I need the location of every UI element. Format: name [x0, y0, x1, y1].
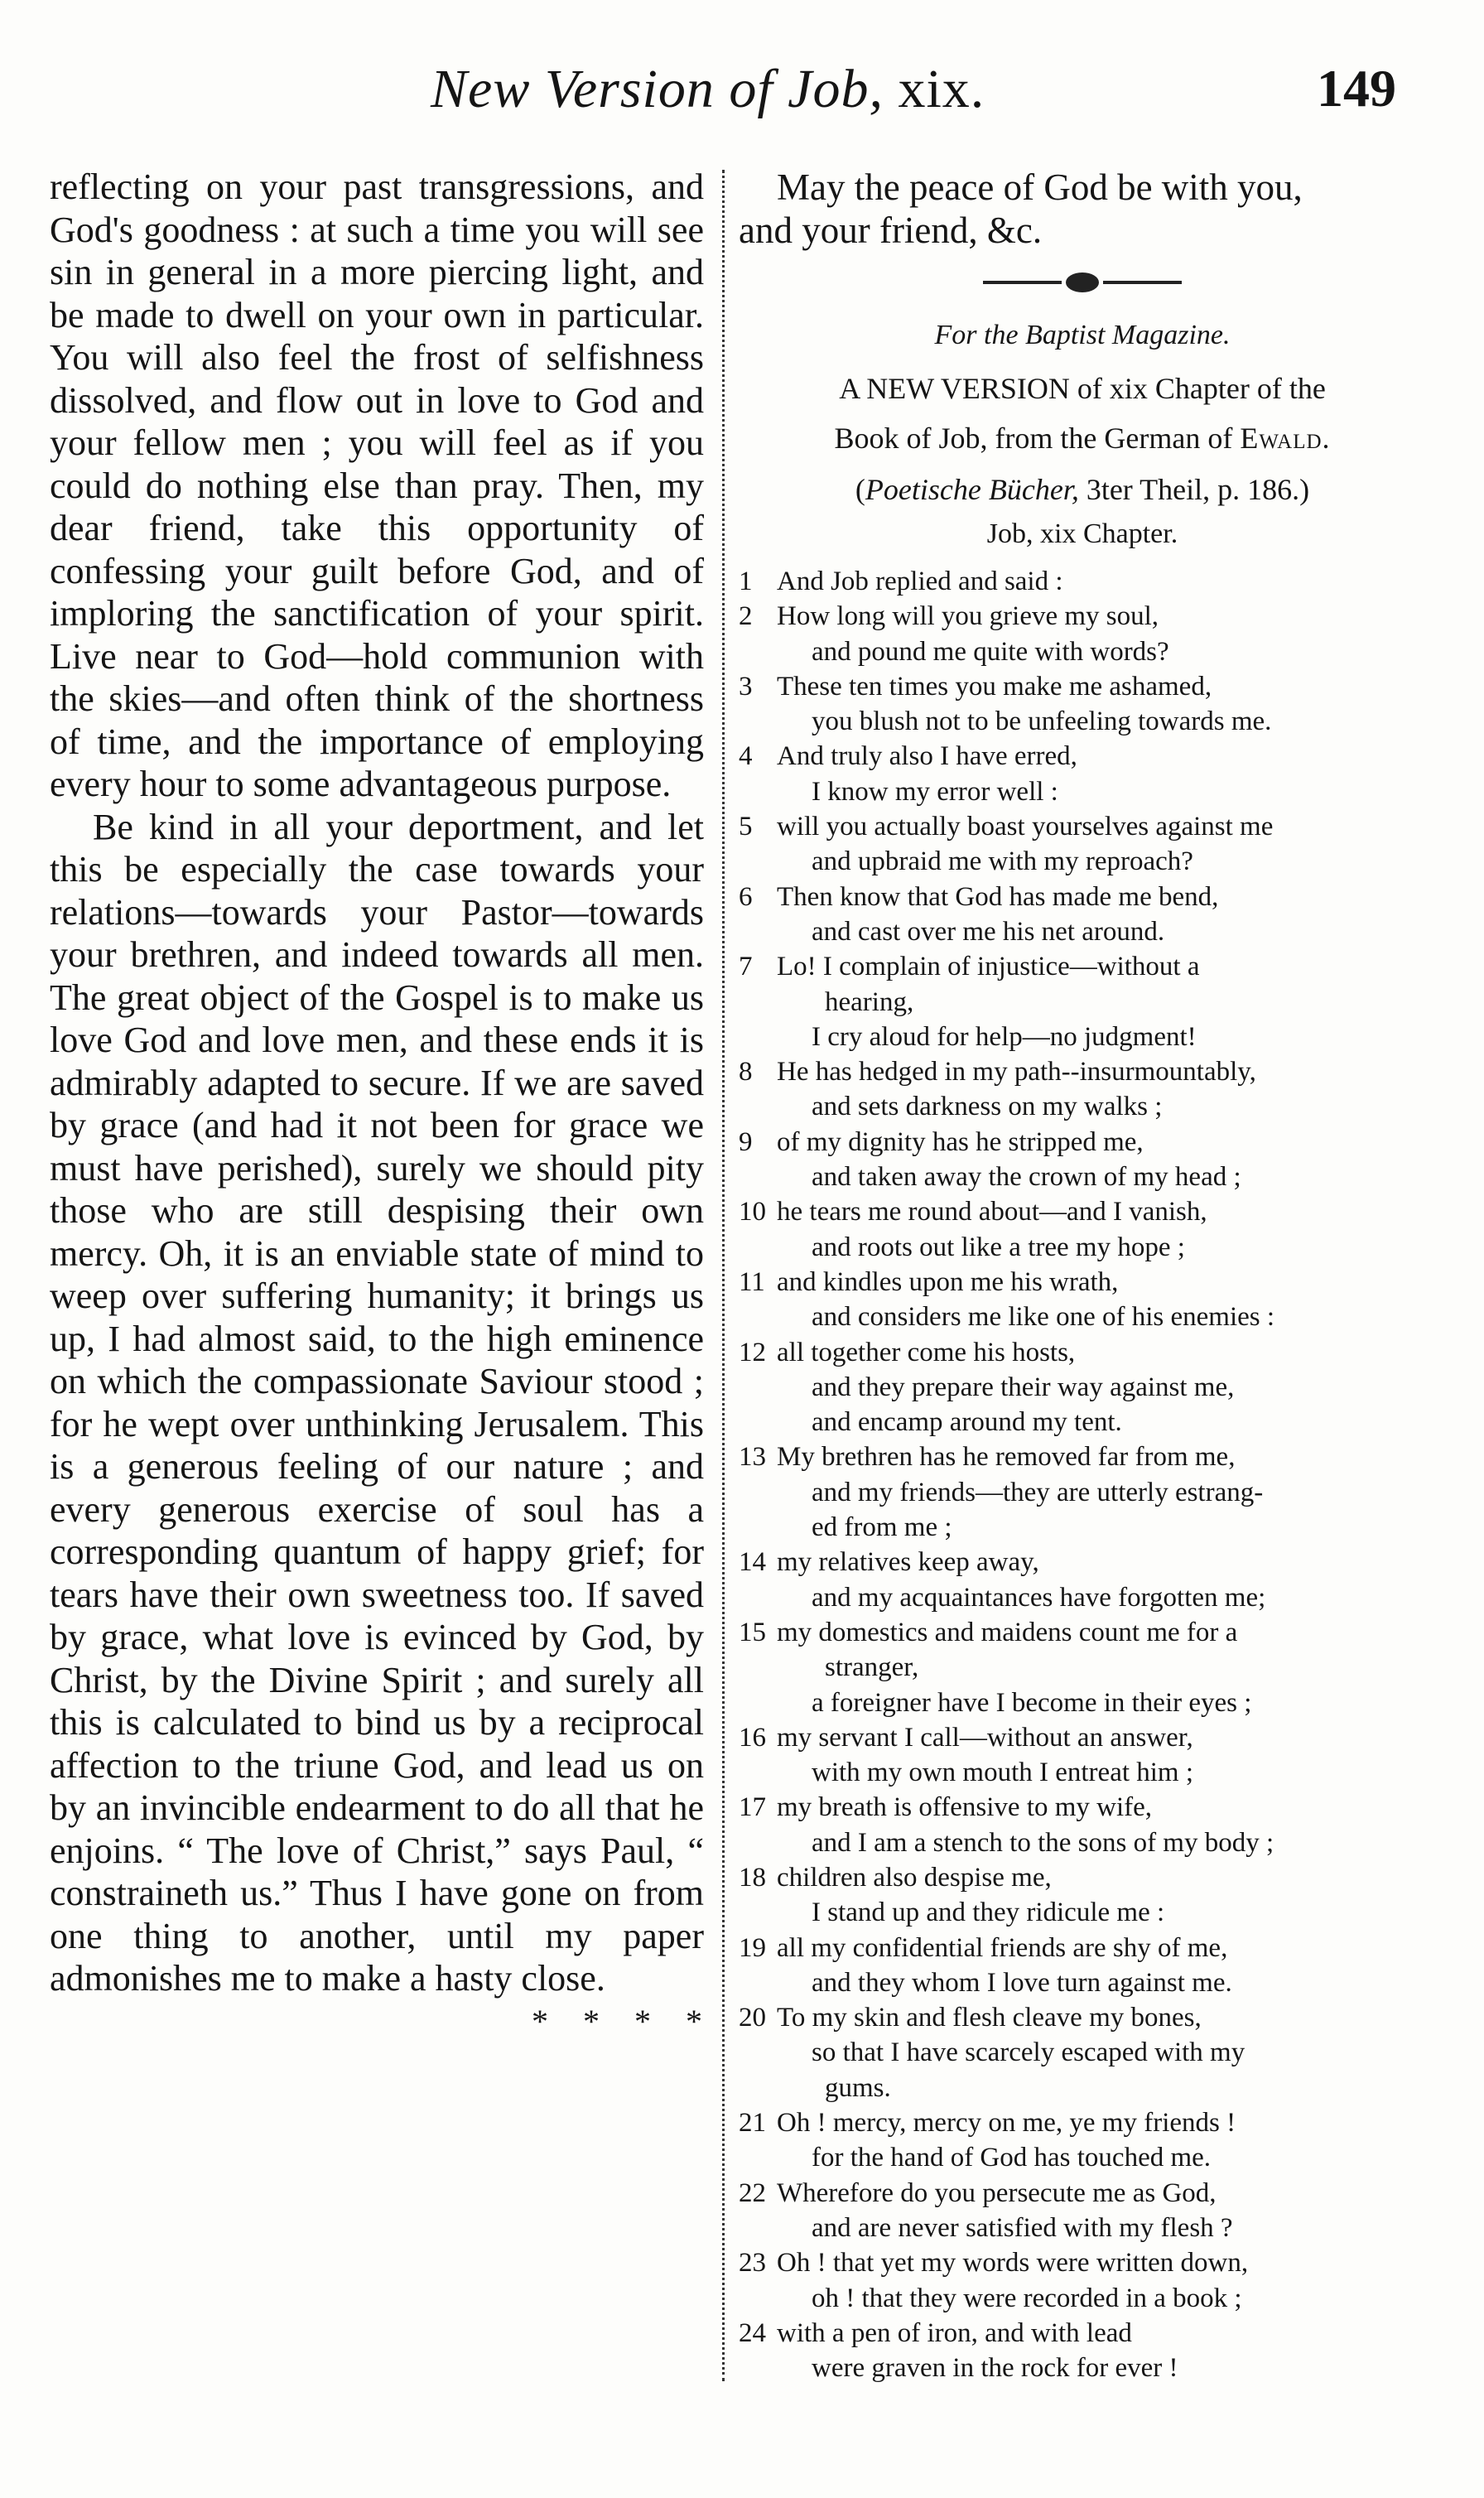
- verse-line: Oh ! mercy, mercy on me, ye my friends !: [777, 2108, 1236, 2139]
- letter-paragraph-2: [50, 806, 716, 2040]
- verse-line: How long will you grieve my soul,: [777, 601, 1159, 632]
- verse-number: 7: [739, 952, 753, 982]
- verse-number: 22: [739, 2177, 766, 2208]
- verse-line: were graven in the rock for ever !: [812, 2353, 1178, 2384]
- verse-2: [739, 599, 1426, 669]
- verse-line: To my skin and flesh cleave my bones,: [777, 2003, 1202, 2033]
- verse-18: [739, 1860, 1426, 1931]
- verse-line: with my own mouth I entreat him ;: [812, 1758, 1194, 1788]
- verse-line: and they whom I love turn against me.: [812, 1967, 1232, 1998]
- verse-line: ed from me ;: [812, 1512, 952, 1543]
- verse-10: [739, 1194, 1426, 1265]
- verse-17: [739, 1790, 1426, 1860]
- article-title-line-1: A NEW VERSION of xix Chapter of the: [839, 372, 1326, 405]
- verse-20: [739, 2000, 1426, 2105]
- verse-line: for the hand of God has touched me.: [812, 2143, 1212, 2173]
- verse-line: so that I have scarcely escaped with my: [812, 2037, 1246, 2068]
- verse-line: These ten times you make me ashamed,: [777, 671, 1212, 702]
- verse-12: [739, 1335, 1426, 1440]
- verse-4: [739, 739, 1426, 809]
- verse-line: my breath is offensive to my wife,: [777, 1792, 1153, 1823]
- ornamental-rule: [983, 272, 1182, 292]
- verse-line: Then know that God has made me bend,: [777, 881, 1219, 912]
- right-column: [739, 166, 1426, 2385]
- verse-line: My brethren has he removed far from me,: [777, 1442, 1236, 1473]
- letter-closing-line-1: May the peace of God be with you,: [777, 166, 1303, 208]
- verse-5: [739, 809, 1426, 880]
- verse-line: and my friends—they are utterly estrang-: [812, 1477, 1264, 1507]
- running-title-chapter: xix.: [898, 59, 985, 119]
- verse-line: all my confidential friends are shy of me,: [777, 1932, 1228, 1963]
- page-number: 149: [1317, 59, 1396, 118]
- verse-number: 12: [739, 1337, 766, 1367]
- article-reference: (Poetische Bücher, 3ter Theil, p. 186.): [855, 473, 1310, 506]
- verse-list: [739, 564, 1426, 2385]
- verse-line: with a pen of iron, and with lead: [777, 2317, 1132, 2348]
- verse-line: and my acquaintances have forgotten me;: [812, 1582, 1266, 1613]
- verse-number: 8: [739, 1057, 753, 1087]
- verse-line: a foreigner have I become in their eyes ;: [812, 1687, 1252, 1718]
- verse-number: 11: [739, 1266, 765, 1297]
- verse-line: and sets darkness on my walks ;: [812, 1092, 1163, 1122]
- verse-number: 21: [739, 2108, 766, 2139]
- verse-number: 5: [739, 812, 753, 842]
- verse-number: 14: [739, 1547, 766, 1578]
- verse-line: of my dignity has he stripped me,: [777, 1126, 1144, 1157]
- verse-number: 1: [739, 567, 753, 596]
- verse-24: [739, 2316, 1426, 2386]
- verse-19: [739, 1931, 1426, 2001]
- verse-line: and pound me quite with words?: [812, 636, 1169, 667]
- closing-asterisks: * * * *: [532, 2002, 716, 2040]
- verse-line: and kindles upon me his wrath,: [777, 1266, 1119, 1297]
- verse-line: and roots out like a tree my hope ;: [812, 1232, 1185, 1262]
- verse-number: 3: [739, 671, 753, 702]
- verse-16: [739, 1720, 1426, 1791]
- verse-line: stranger,: [825, 1652, 919, 1683]
- verse-line: gums.: [825, 2072, 891, 2103]
- article-source: For the Baptist Magazine.: [934, 320, 1231, 350]
- verse-line: oh ! that they were recorded in a book ;: [812, 2283, 1242, 2313]
- verse-number: 18: [739, 1862, 766, 1893]
- verse-line: you blush not to be unfeeling towards me.: [812, 706, 1272, 737]
- verse-line: all together come his hosts,: [777, 1337, 1076, 1367]
- verse-21: [739, 2105, 1426, 2176]
- letter-paragraph-2-text: Be kind in all your deportment, and let this be especially the case towards your relations—towards your Pastor—towards your brethren, and indeed towards all men. The great object of the Gospel is to make us love God and love men, and these ends it is admirably adapted to secure. If we are saved by grace (and had it not been for grace we must have perished), surely we should pity those who are still despising their own mercy. Oh, it is an enviable state of mind to weep over suffering humanity; it brings us up, I had almost said, to the high eminence on which the compassionate Saviour stood ; for he wept over unthinking Jerusalem. This is a generous feeling of our nature ; and every generous exercise of soul has a corresponding quantum of happy grief; for tears have their own sweetness too. If saved by grace, what love is evinced by God, by Christ, by the Divine Spirit ; and surely all this is calculated to bind us by a reciprocal affection to the triune God, and lead us on by an invincible endearment to do all that he enjoins. “ The love of Christ,” says Paul, “ constraineth us.” Thus I have gone on from one thing to another, until my paper admonishes me to make a hasty close.: [50, 806, 704, 1999]
- verse-8: [739, 1054, 1426, 1125]
- verse-number: 10: [739, 1197, 766, 1227]
- letter-closing: [739, 166, 1426, 252]
- verse-number: 13: [739, 1442, 766, 1473]
- verse-line: hearing,: [825, 986, 914, 1017]
- verse-23: [739, 2245, 1426, 2316]
- verse-number: 16: [739, 1722, 766, 1753]
- verse-line: And truly also I have erred,: [777, 741, 1077, 772]
- verse-number: 24: [739, 2317, 766, 2348]
- reference-work: Poetische Bücher,: [865, 473, 1079, 506]
- verse-line: Lo! I complain of injustice—without a: [777, 952, 1200, 982]
- chapter-heading: Job, xix Chapter.: [986, 518, 1178, 549]
- verse-line: my relatives keep away,: [777, 1547, 1039, 1578]
- left-column: [50, 166, 716, 2042]
- verse-11: [739, 1265, 1426, 1335]
- article-title-line-2: Book of Job, from the German of Ewald.: [834, 422, 1331, 455]
- verse-22: [739, 2176, 1426, 2246]
- running-title: [431, 58, 985, 121]
- verse-number: 19: [739, 1932, 766, 1963]
- verse-line: I stand up and they ridicule me :: [812, 1898, 1165, 1928]
- verse-line: he tears me round about—and I vanish,: [777, 1197, 1207, 1227]
- verse-number: 15: [739, 1617, 766, 1647]
- article-title: [739, 364, 1426, 463]
- verse-line: Wherefore do you persecute me as God,: [777, 2177, 1217, 2208]
- verse-number: 2: [739, 601, 753, 632]
- verse-15: [739, 1615, 1426, 1720]
- verse-number: 9: [739, 1126, 753, 1157]
- verse-line: and they prepare their way against me,: [812, 1372, 1235, 1402]
- page-header: [0, 58, 1484, 141]
- verse-line: and encamp around my tent.: [812, 1407, 1122, 1438]
- letter-closing-line-2: and your friend, &c.: [739, 210, 1043, 251]
- verse-7: [739, 949, 1426, 1054]
- verse-line: I know my error well :: [812, 776, 1058, 807]
- verse-line: He has hedged in my path--insurmountably,: [777, 1057, 1256, 1087]
- verse-line: will you actually boast yourselves against me: [777, 812, 1274, 842]
- verse-1: [739, 564, 1426, 599]
- verse-line: And Job replied and said :: [777, 567, 1063, 596]
- verse-6: [739, 880, 1426, 950]
- verse-line: and considers me like one of his enemies :: [812, 1302, 1275, 1333]
- verse-13: [739, 1439, 1426, 1545]
- verse-line: and upbraid me with my reproach?: [812, 846, 1193, 877]
- verse-number: 20: [739, 2003, 766, 2033]
- verse-number: 17: [739, 1792, 766, 1823]
- verse-line: I cry aloud for help—no judgment!: [812, 1021, 1197, 1052]
- verse-3: [739, 669, 1426, 740]
- letter-paragraph-1: reflecting on your past transgressions, and God's goodness : at such a time you will see sin in general in a more piercing light, and be made to dwell on your own in particular. You will also feel the frost of selfishness dissolved, and flow out in love to God and your fellow men ; you will feel as if you could do nothing else than pray. Then, my dear friend, take this opportunity of confessing your guilt before God, and of imploring the sanctification of your spirit. Live near to God—hold communion with the skies—and often think of the shortness of time, and the importance of employing every hour to some advantageous purpose.: [50, 166, 704, 804]
- article-author: Ewald.: [1240, 422, 1331, 455]
- verse-line: Oh ! that yet my words were written down,: [777, 2248, 1249, 2279]
- column-divider: [722, 170, 725, 2381]
- verse-9: [739, 1125, 1426, 1195]
- verse-number: 23: [739, 2248, 766, 2279]
- verse-line: and cast over me his net around.: [812, 916, 1165, 947]
- verse-number: 6: [739, 881, 753, 912]
- verse-line: and taken away the crown of my head ;: [812, 1162, 1241, 1193]
- verse-number: 4: [739, 741, 753, 772]
- verse-line: children also despise me,: [777, 1862, 1052, 1893]
- verse-line: and I am a stench to the sons of my body ;: [812, 1827, 1274, 1858]
- verse-line: my domestics and maidens count me for a: [777, 1617, 1238, 1647]
- running-title-text: New Version of Job,: [431, 59, 884, 119]
- verse-14: [739, 1545, 1426, 1615]
- verse-line: my servant I call—without an answer,: [777, 1722, 1193, 1753]
- verse-line: and are never satisfied with my flesh ?: [812, 2212, 1233, 2243]
